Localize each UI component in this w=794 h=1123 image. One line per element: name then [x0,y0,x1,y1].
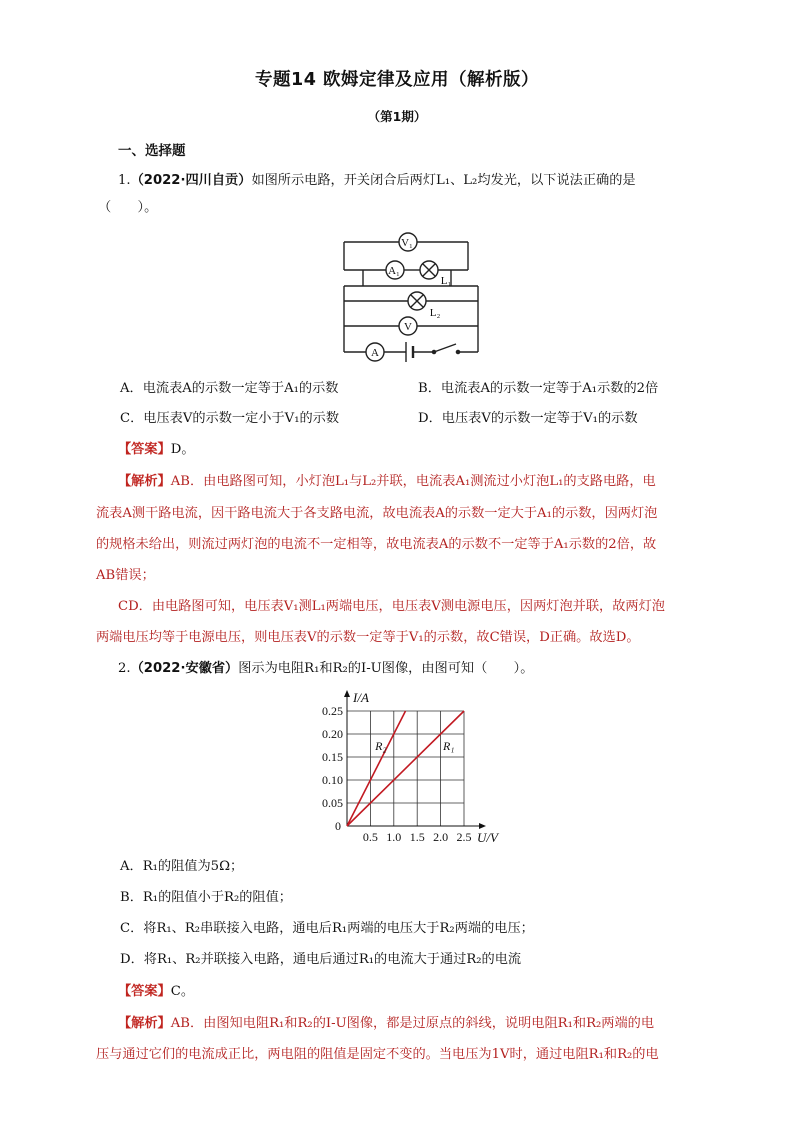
circuit-label-a1: A₁ [388,265,400,277]
q1-analysis-text: AB．由电路图可知，小灯泡L₁与L₂并联，电流表A₁测流过小灯泡L₁的支路电路，电 [170,474,656,489]
circuit-label-v: V [404,321,412,333]
x-tick-label: 2.0 [433,830,449,844]
q2-analysis-line [118,1014,654,1034]
y-tick-label: 0.15 [322,750,343,764]
q1-answer-value: D。 [170,442,195,457]
q1-answer-label: 【答案】 [118,442,171,457]
q2-option-d: D．将R₁、R₂并联接入电路，通电后通过R₁的电流大于通过R₂的电流 [120,952,522,967]
section-heading: 一、选择题 [118,143,186,159]
page-subtitle: （第1期） [367,109,427,124]
q1-analysis-label: 【解析】 [118,474,171,489]
q2-source: （2022·安徽省） [130,661,239,676]
circuit-label-l1: L₁ [440,275,452,287]
q1-analysis-line: 流表A测干路电流，因干路电流大于各支路电流，故电流表A的示数一定大于A₁的示数，因两灯泡 [96,506,658,521]
y-tick-label: 0.10 [322,773,343,787]
y-axis-arrow [344,690,350,697]
q2-analysis-line: 压与通过它们的电流成正比，两电阻的阻值是固定不变的。当电压为1V时，通过电阻R₁和R₂的电 [96,1047,659,1062]
y-tick-label: 0.05 [322,796,343,810]
x-tick-label: 0.5 [362,830,378,844]
q1-stem-line [118,171,636,191]
q1-analysis-line [118,472,656,492]
x-axis-arrow [479,823,486,829]
q1-number: 1. [118,173,131,188]
q2-answer [118,982,194,1002]
y-tick-label: 0.20 [322,727,343,741]
q1-option-d: D．电压表V的示数一定等于V₁的示数 [418,411,638,426]
q1-analysis-line: 两端电压均等于电源电压，则电压表V的示数一定等于V₁的示数，故C错误，D正确。故选D。 [96,630,640,645]
q1-source: （2022·四川自贡） [130,173,252,188]
q1-analysis-line: CD．由电路图可知，电压表V₁测L₁两端电压，电压表V测电源电压，因两灯泡并联，故两灯泡 [118,599,665,614]
page-title: 专题14 欧姆定律及应用（解析版） [255,70,539,90]
iu-chart [310,684,510,846]
q1-circuit-diagram [338,228,488,363]
q1-analysis-line: AB错误； [96,568,155,583]
x-tick-label: 1.5 [409,830,425,844]
circuit-label-l2: L₂ [429,307,441,319]
q2-analysis-label: 【解析】 [118,1016,171,1031]
x-axis-label: U/V [477,830,498,845]
q2-stem-line [118,659,533,679]
q2-analysis-text: AB．由图知电阻R₁和R₂的I-U图像，都是过原点的斜线，说明电阻R₁和R₂两端的电 [170,1016,655,1031]
circuit-label-a: A [371,347,379,359]
series-line-r2 [347,711,406,826]
origin-label: 0 [335,819,341,833]
q2-option-b: B．R₁的阻值小于R₂的阻值； [120,890,292,905]
q2-number: 2. [118,661,131,676]
q2-answer-value: C。 [170,984,195,999]
q1-option-c: C．电压表V的示数一定小于V₁的示数 [120,411,340,426]
series-label-r1: R₁ [442,739,455,754]
q2-option-c: C．将R₁、R₂串联接入电路，通电后R₁两端的电压大于R₂两端的电压； [120,921,534,936]
x-tick-label: 2.5 [456,830,472,844]
circuit-label-v1: V₁ [401,237,413,249]
y-tick-label: 0.25 [322,704,343,718]
q1-blank: （ ）。 [98,200,158,215]
series-label-r2: R₂ [375,739,387,754]
y-axis-label: I/A [353,690,369,705]
q2-stem: 图示为电阻R₁和R₂的I-U图像，由图可知（ ）。 [238,661,534,676]
q1-analysis-line: 的规格未给出，则流过两灯泡的电流不一定相等，故电流表A的示数不一定等于A₁示数的2倍，故 [96,537,657,552]
q2-answer-label: 【答案】 [118,984,171,999]
series-line-r1 [347,711,464,826]
x-tick-label: 1.0 [386,830,402,844]
q1-answer [118,440,195,460]
q1-option-b: B．电流表A的示数一定等于A₁示数的2倍 [418,381,659,396]
q2-option-a: A．R₁的阻值为5Ω； [120,859,244,874]
q1-stem: 如图所示电路，开关闭合后两灯L₁、L₂均发光，以下说法正确的是 [251,173,636,188]
q1-option-a: A．电流表A的示数一定等于A₁的示数 [120,381,339,396]
